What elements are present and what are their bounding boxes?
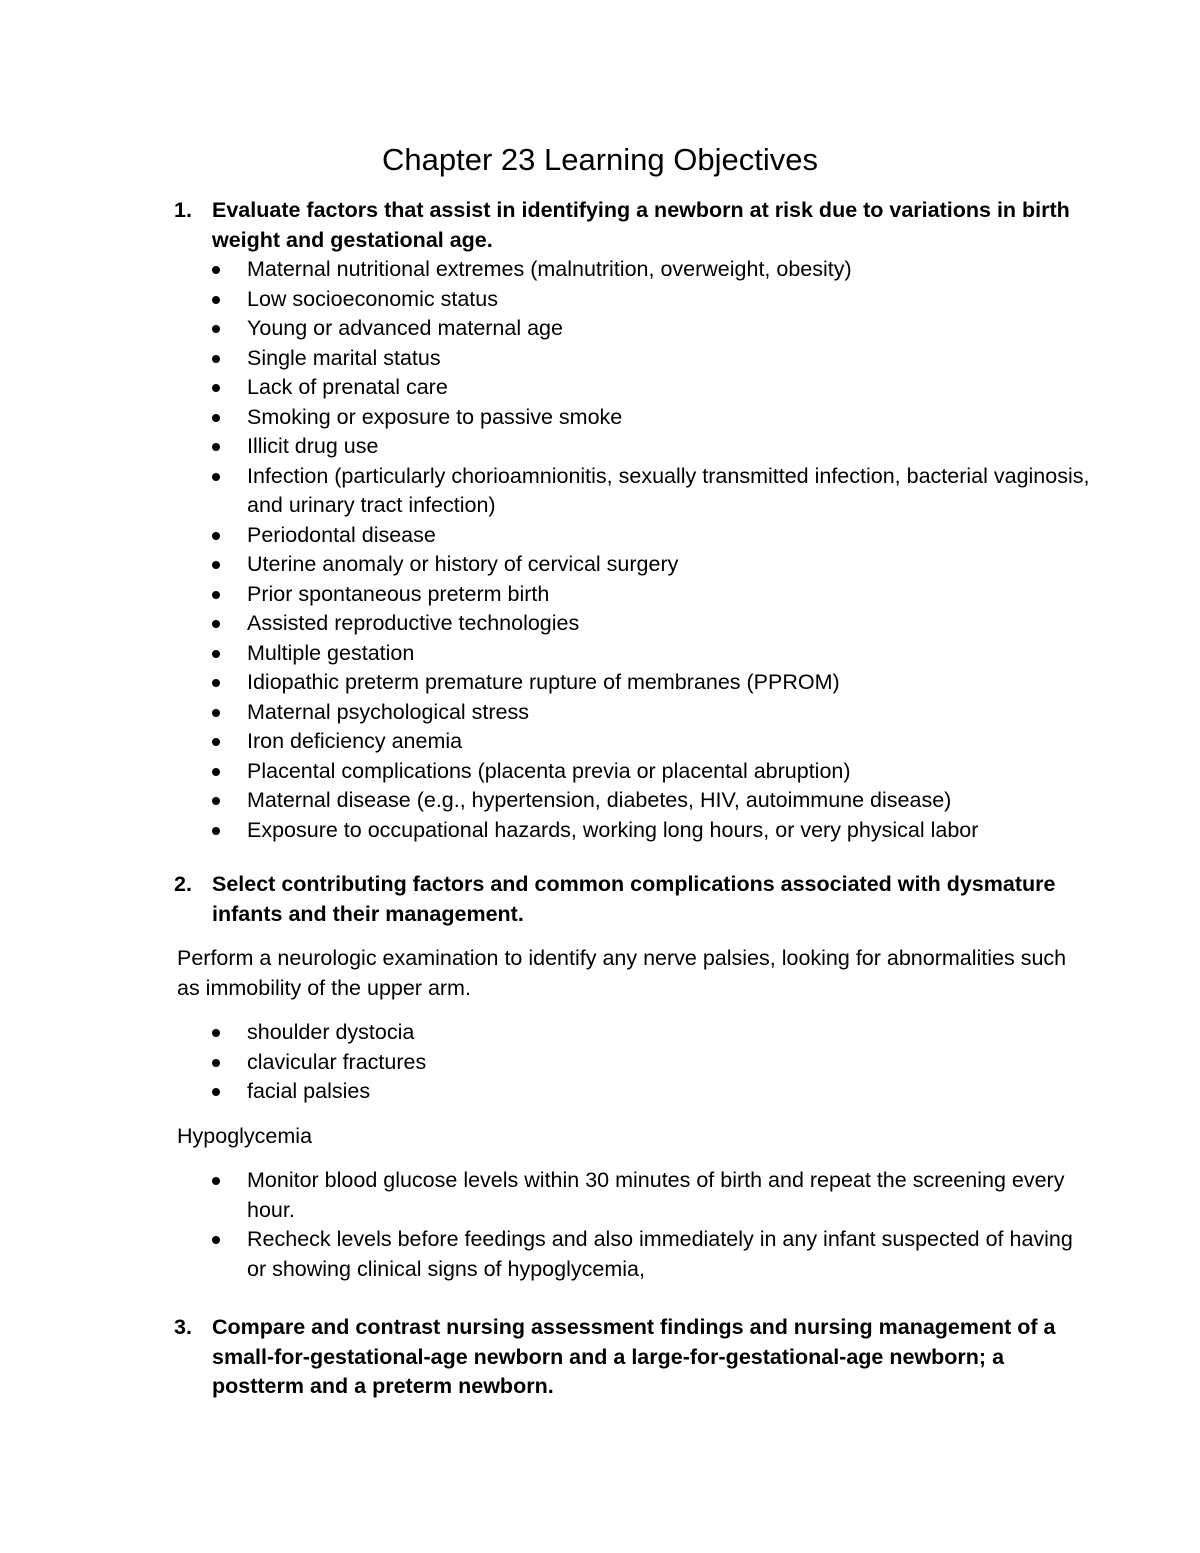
objective-number: 2.	[174, 872, 192, 896]
bullet-icon	[212, 325, 220, 333]
bullet-icon	[212, 296, 220, 304]
bullet-icon	[212, 738, 220, 746]
list-item: Smoking or exposure to passive smoke	[212, 403, 1092, 433]
list-item: Maternal disease (e.g., hypertension, diabetes, HIV, autoimmune disease)	[212, 786, 1092, 816]
list-item: Placental complications (placenta previa or placental abruption)	[212, 757, 1092, 787]
list-item: Iron deficiency anemia	[212, 727, 1092, 757]
list-item: Multiple gestation	[212, 639, 1092, 669]
hypoglycemia-list	[212, 1166, 1092, 1284]
bullet-icon	[212, 709, 220, 717]
objective-text: Evaluate factors that assist in identifying a newborn at risk due to variations in birth weight and gestational age.	[212, 198, 1070, 252]
list-item: Maternal nutritional extremes (malnutrition, overweight, obesity)	[212, 255, 1092, 285]
hypoglycemia-subheading: Hypoglycemia	[177, 1124, 313, 1148]
objective-3-heading	[174, 1313, 1092, 1402]
list-item: Single marital status	[212, 344, 1092, 374]
bullet-icon	[212, 473, 220, 481]
objective-number: 1.	[174, 198, 192, 222]
list-item: Prior spontaneous preterm birth	[212, 580, 1092, 610]
bullet-icon	[212, 1177, 220, 1185]
objective-1-heading	[174, 196, 1092, 255]
neurologic-exam-paragraph: Perform a neurologic examination to identify any nerve palsies, looking for abnormalities such as immobility of the upper arm.	[177, 946, 1067, 1000]
bullet-icon	[212, 1236, 220, 1244]
bullet-icon	[212, 266, 220, 274]
bullet-icon	[212, 414, 220, 422]
objective-text: Select contributing factors and common complications associated with dysmature infants and their management.	[212, 872, 1056, 926]
list-item: Young or advanced maternal age	[212, 314, 1092, 344]
bullet-icon	[212, 1088, 220, 1096]
list-item: Illicit drug use	[212, 432, 1092, 462]
bullet-icon	[212, 620, 220, 628]
list-item: Low socioeconomic status	[212, 285, 1092, 315]
list-item: Idiopathic preterm premature rupture of membranes (PPROM)	[212, 668, 1092, 698]
list-item: shoulder dystocia	[212, 1018, 1092, 1048]
list-item: Exposure to occupational hazards, working long hours, or very physical labor	[212, 816, 1092, 846]
list-item: Periodontal disease	[212, 521, 1092, 551]
bullet-icon	[212, 1059, 220, 1067]
bullet-icon	[212, 355, 220, 363]
list-item: Lack of prenatal care	[212, 373, 1092, 403]
list-item: Monitor blood glucose levels within 30 minutes of birth and repeat the screening every hour.	[212, 1166, 1092, 1225]
nerve-palsy-list	[212, 1018, 1092, 1107]
bullet-icon	[212, 768, 220, 776]
list-item: clavicular fractures	[212, 1048, 1092, 1078]
page-title: Chapter 23 Learning Objectives	[382, 142, 818, 177]
list-item: Assisted reproductive technologies	[212, 609, 1092, 639]
bullet-icon	[212, 384, 220, 392]
bullet-icon	[212, 827, 220, 835]
bullet-icon	[212, 797, 220, 805]
objective-2-heading	[174, 870, 1092, 929]
bullet-icon	[212, 650, 220, 658]
list-item: facial palsies	[212, 1077, 1092, 1107]
bullet-icon	[212, 561, 220, 569]
objective-number: 3.	[174, 1315, 192, 1339]
list-item: Maternal psychological stress	[212, 698, 1092, 728]
objective-text: Compare and contrast nursing assessment findings and nursing management of a small-for-gestational-age newborn and a large-for-gestational-age newborn; a postterm and a preterm newborn.	[212, 1315, 1056, 1398]
objective-1-risk-factor-list	[212, 255, 1092, 845]
bullet-icon	[212, 591, 220, 599]
bullet-icon	[212, 679, 220, 687]
bullet-icon	[212, 1029, 220, 1037]
list-item: Uterine anomaly or history of cervical surgery	[212, 550, 1092, 580]
list-item: Recheck levels before feedings and also immediately in any infant suspected of having or showing clinical signs of hypoglycemia,	[212, 1225, 1092, 1284]
bullet-icon	[212, 532, 220, 540]
list-item: Infection (particularly chorioamnionitis, sexually transmitted infection, bacterial vaginosis, and urinary tract infection)	[212, 462, 1092, 521]
bullet-icon	[212, 443, 220, 451]
